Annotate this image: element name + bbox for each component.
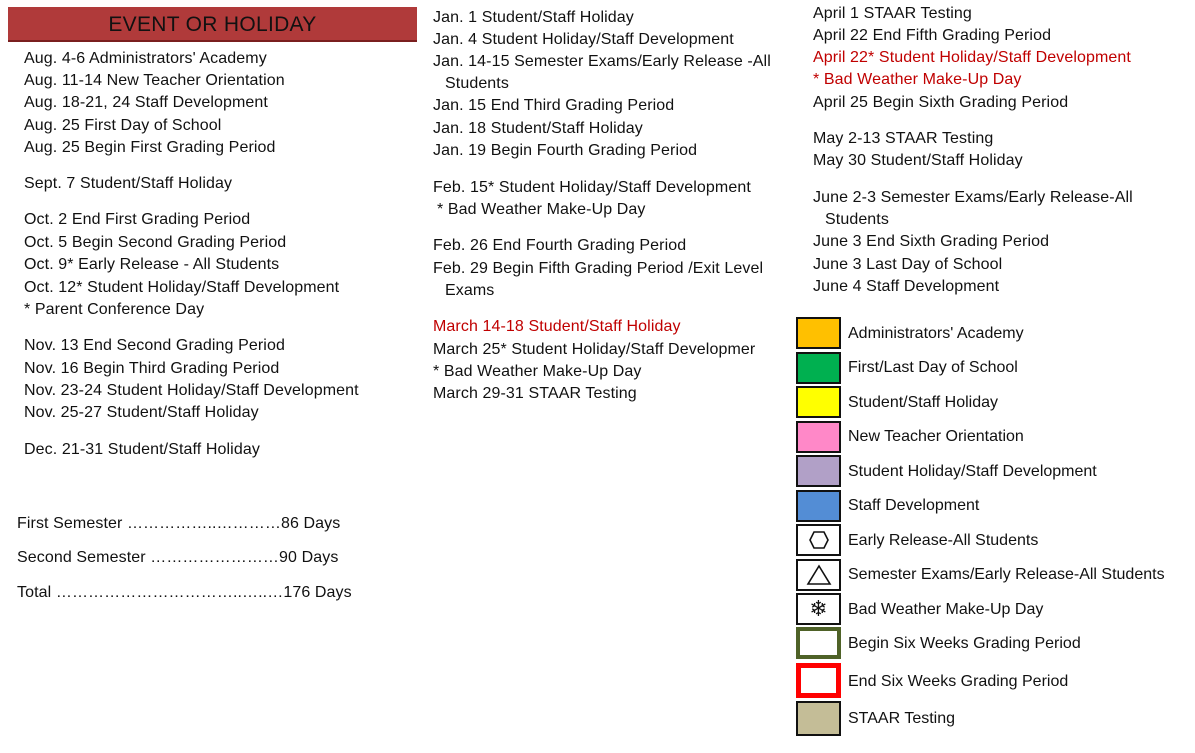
- legend-label: New Teacher Orientation: [848, 428, 1024, 445]
- event-line: Jan. 15 End Third Grading Period: [433, 97, 675, 114]
- legend-swatch: [796, 386, 841, 418]
- event-line: April 22* Student Holiday/Staff Development: [813, 49, 1131, 66]
- event-line: April 25 Begin Sixth Grading Period: [813, 94, 1069, 111]
- legend-label: STAAR Testing: [848, 710, 956, 727]
- event-line: April 1 STAAR Testing: [813, 5, 972, 22]
- event-line: Nov. 25-27 Student/Staff Holiday: [24, 404, 259, 421]
- event-line: Oct. 2 End First Grading Period: [24, 211, 251, 228]
- event-line: Feb. 15* Student Holiday/Staff Development: [433, 179, 751, 196]
- semester-total-line: Total ……………………………..…..…176 Days: [17, 584, 352, 601]
- legend-swatch: [796, 317, 841, 349]
- legend-swatch: [796, 701, 841, 736]
- event-line: June 3 Last Day of School: [813, 256, 1003, 273]
- event-line: May 2-13 STAAR Testing: [813, 130, 994, 147]
- event-line: June 4 Staff Development: [813, 278, 1000, 295]
- event-line: Jan. 14-15 Semester Exams/Early Release -All: [433, 53, 771, 70]
- legend-swatch: [796, 490, 841, 522]
- legend-label: End Six Weeks Grading Period: [848, 673, 1069, 690]
- event-line: * Bad Weather Make-Up Day: [437, 201, 646, 218]
- legend-label: Student/Staff Holiday: [848, 394, 999, 411]
- legend-label: Bad Weather Make-Up Day: [848, 601, 1044, 618]
- event-line: * Bad Weather Make-Up Day: [433, 363, 642, 380]
- legend-swatch: [796, 421, 841, 453]
- event-line: Sept. 7 Student/Staff Holiday: [24, 175, 233, 192]
- event-line: * Parent Conference Day: [24, 301, 205, 318]
- event-line: Oct. 5 Begin Second Grading Period: [24, 234, 287, 251]
- event-line: Jan. 18 Student/Staff Holiday: [433, 120, 643, 137]
- event-line: Nov. 23-24 Student Holiday/Staff Development: [24, 382, 359, 399]
- event-line: March 14-18 Student/Staff Holiday: [433, 318, 681, 335]
- event-line: Jan. 1 Student/Staff Holiday: [433, 9, 634, 26]
- event-line: * Bad Weather Make-Up Day: [813, 71, 1022, 88]
- event-line: Jan. 19 Begin Fourth Grading Period: [433, 142, 698, 159]
- event-line: Aug. 4-6 Administrators' Academy: [24, 50, 267, 67]
- event-line: Aug. 11-14 New Teacher Orientation: [24, 72, 285, 89]
- event-line: June 3 End Sixth Grading Period: [813, 233, 1050, 250]
- event-line: Aug. 18-21, 24 Staff Development: [24, 94, 268, 111]
- triangle-icon: [798, 561, 839, 589]
- event-line: Feb. 29 Begin Fifth Grading Period /Exit Level: [433, 260, 764, 277]
- legend-label: First/Last Day of School: [848, 359, 1018, 376]
- header-title: EVENT OR HOLIDAY: [108, 13, 317, 36]
- legend-label: Administrators' Academy: [848, 325, 1024, 342]
- legend-label: Begin Six Weeks Grading Period: [848, 635, 1081, 652]
- event-line: Nov. 13 End Second Grading Period: [24, 337, 285, 354]
- event-line: Aug. 25 First Day of School: [24, 117, 222, 134]
- event-line: Students: [445, 75, 509, 92]
- legend-swatch: [796, 593, 841, 625]
- event-line: June 2-3 Semester Exams/Early Release-All: [813, 189, 1133, 206]
- event-line: May 30 Student/Staff Holiday: [813, 152, 1023, 169]
- event-line: Jan. 4 Student Holiday/Staff Development: [433, 31, 734, 48]
- event-line: March 29-31 STAAR Testing: [433, 385, 637, 402]
- legend-label: Student Holiday/Staff Development: [848, 463, 1097, 480]
- hexagon-icon: [798, 526, 839, 554]
- event-line: Dec. 21-31 Student/Staff Holiday: [24, 441, 260, 458]
- event-line: Oct. 12* Student Holiday/Staff Development: [24, 279, 340, 296]
- event-line: April 22 End Fifth Grading Period: [813, 27, 1052, 44]
- legend-swatch: [796, 663, 841, 698]
- legend-swatch: [796, 524, 841, 556]
- legend-swatch: [796, 352, 841, 384]
- event-line: Aug. 25 Begin First Grading Period: [24, 139, 276, 156]
- legend-swatch: [796, 455, 841, 487]
- event-line: March 25* Student Holiday/Staff Developmer: [433, 341, 756, 358]
- event-line: Students: [825, 211, 889, 228]
- semester-total-line: Second Semester ……………………90 Days: [17, 549, 339, 566]
- snowflake-icon: ❄: [809, 596, 828, 621]
- semester-total-line: First Semester ……………..…………86 Days: [17, 515, 341, 532]
- event-line: Feb. 26 End Fourth Grading Period: [433, 237, 687, 254]
- legend-swatch: [796, 559, 841, 591]
- event-line: Oct. 9* Early Release - All Students: [24, 256, 280, 273]
- event-line: Exams: [445, 282, 495, 299]
- legend-label: Semester Exams/Early Release-All Students: [848, 566, 1165, 583]
- event-holiday-header: [8, 7, 417, 42]
- legend-label: Staff Development: [848, 497, 980, 514]
- legend-swatch: [796, 627, 841, 659]
- event-line: Nov. 16 Begin Third Grading Period: [24, 360, 280, 377]
- legend-label: Early Release-All Students: [848, 532, 1039, 549]
